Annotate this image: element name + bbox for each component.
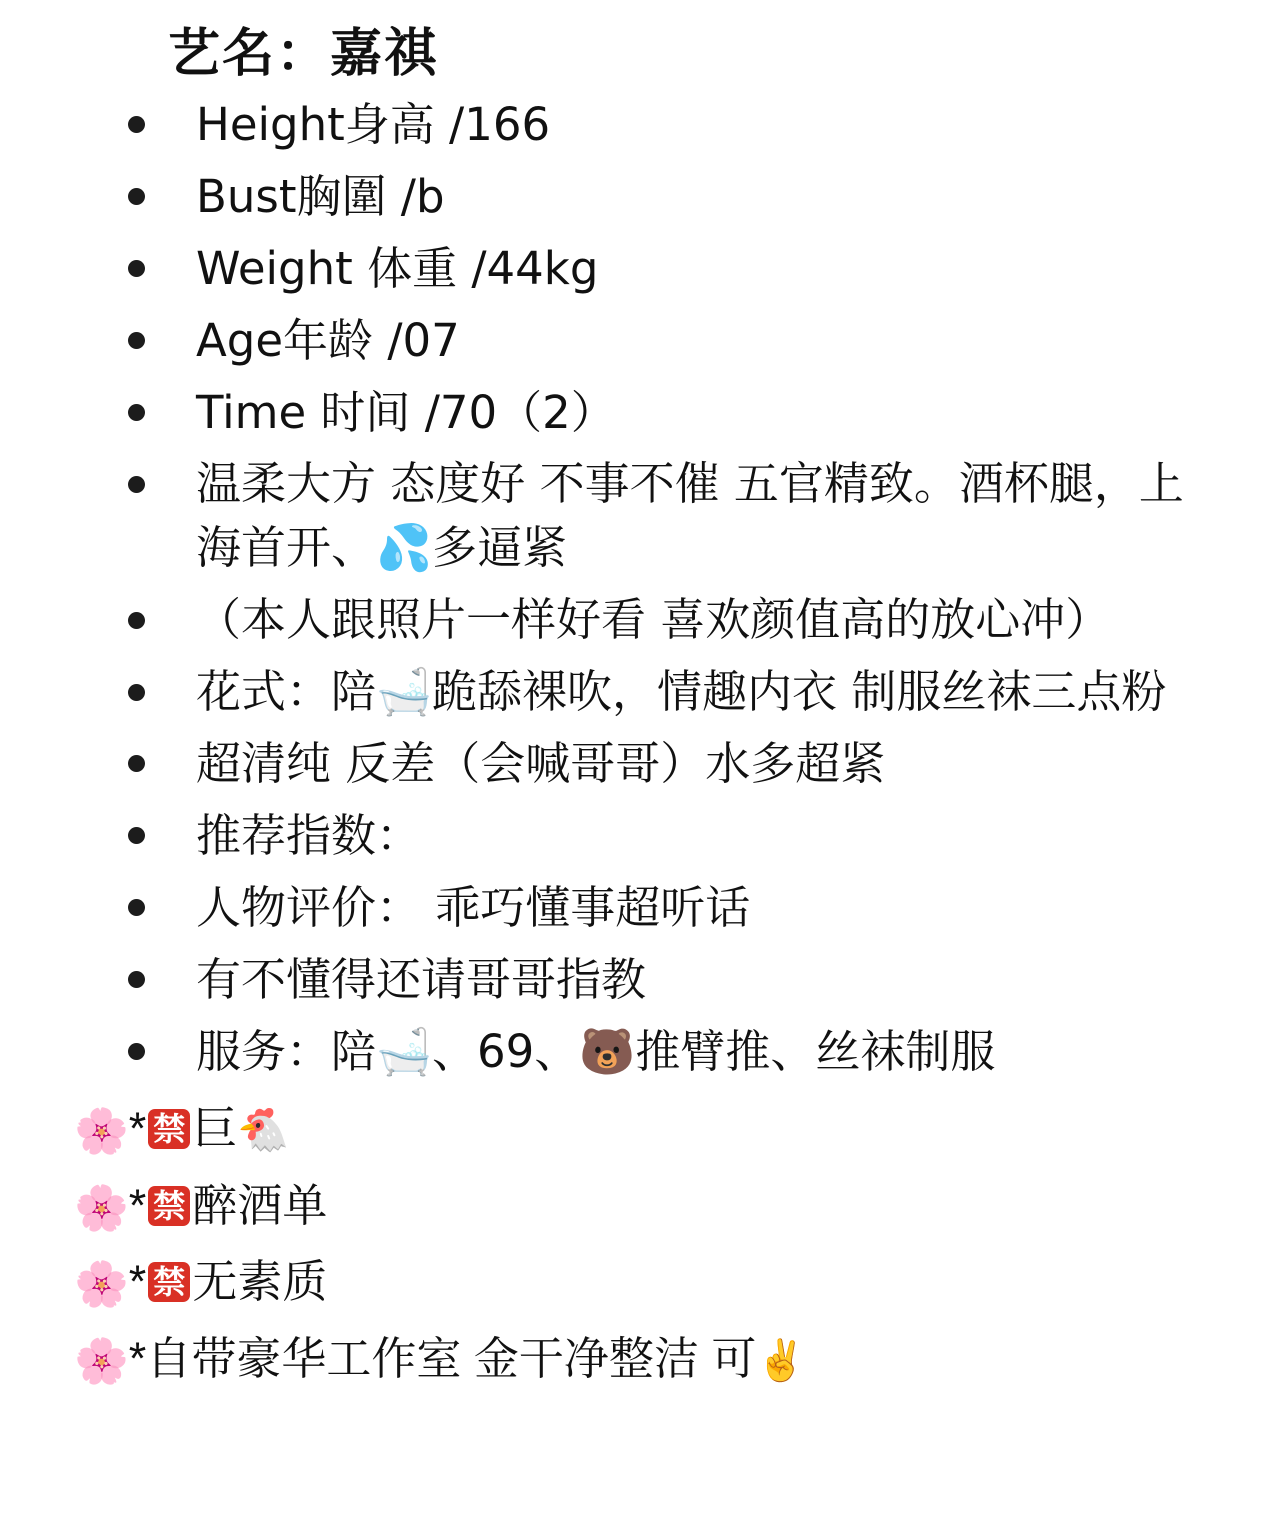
list-item-label: 超清纯 反差（会喊哥哥）水多超紧: [196, 737, 886, 791]
footer-line-ban-rude: [60, 1250, 1224, 1316]
bullet-dot-icon: [128, 476, 145, 493]
bullet-dot-icon: [128, 827, 145, 844]
bullet-dot-icon: [128, 971, 145, 988]
list-item-photo-note: [60, 588, 1224, 652]
bullet-dot-icon: [128, 404, 145, 421]
bullet-dot-icon: [128, 684, 145, 701]
list-item-rating: [60, 804, 1224, 868]
list-item-label: Age年龄 /07: [196, 313, 460, 367]
list-item-label: 服务：陪🛁、69、🐻推臂推、丝袜制服: [196, 1024, 996, 1078]
list-item-height: [60, 93, 1224, 157]
footer-text: 无素质: [192, 1256, 328, 1308]
list-item-time: [60, 381, 1224, 445]
bullet-dot-icon: [128, 332, 145, 349]
list-item-label: 温柔大方 态度好 不事不催 五官精致。酒杯腿，上海首开、💦多逼紧: [196, 457, 1184, 575]
list-item-label: Time 时间 /70（2）: [196, 385, 616, 439]
page-title: 艺名：嘉祺: [168, 25, 439, 83]
list-item-label: Height身高 /166: [196, 98, 551, 151]
footer-text: 醉酒单: [192, 1179, 328, 1231]
list-item-review: [60, 876, 1224, 940]
footer-notes: [60, 1097, 1224, 1393]
cherry-blossom-icon: 🌸: [74, 1182, 129, 1234]
bullet-dot-icon: [128, 612, 145, 629]
list-item-styles: [60, 660, 1224, 724]
prohibition-badge-icon: 禁: [148, 1262, 190, 1302]
list-item-service: [60, 1020, 1224, 1084]
cherry-blossom-icon: 🌸: [74, 1335, 129, 1387]
list-item-label: 推荐指数：: [196, 808, 422, 862]
list-item-description: [60, 452, 1224, 580]
victory-hand-icon: ✌️: [756, 1337, 807, 1384]
footer-text: 巨: [192, 1103, 238, 1155]
list-item-age: [60, 309, 1224, 373]
bullet-dot-icon: [128, 755, 145, 772]
list-item-label: （本人跟照片一样好看 喜欢颜值高的放心冲）: [196, 593, 1111, 647]
footer-prefix: *: [128, 1332, 147, 1384]
footer-line-ban-drunk: [60, 1174, 1224, 1240]
bullet-dot-icon: [128, 116, 145, 133]
list-item-label: Bust胸圍 /b: [196, 169, 445, 223]
list-item-weight: [60, 237, 1224, 301]
list-item-label: 人物评价： 乖巧懂事超听话: [196, 880, 751, 934]
bullet-dot-icon: [128, 188, 145, 205]
list-item-bust: [60, 165, 1224, 229]
prohibition-badge-icon: 禁: [148, 1186, 190, 1226]
footer-line-ban-big: [60, 1097, 1224, 1163]
list-item-label: Weight 体重 /44kg: [196, 241, 599, 295]
list-item-label: 有不懂得还请哥哥指教: [196, 952, 647, 1006]
footer-prefix: *: [128, 1103, 147, 1155]
profile-bullet-list: [60, 93, 1224, 1083]
cherry-blossom-icon: 🌸: [74, 1259, 129, 1311]
list-item-personality: [60, 732, 1224, 796]
list-item-label: 花式：陪🛁跪舔裸吹，情趣内衣 制服丝袜三点粉: [196, 665, 1167, 719]
prohibition-badge-icon: 禁: [148, 1109, 190, 1149]
footer-prefix: *: [128, 1179, 147, 1231]
cherry-blossom-icon: 🌸: [74, 1106, 129, 1158]
bullet-dot-icon: [128, 1043, 145, 1060]
list-item-closing: [60, 948, 1224, 1012]
footer-prefix: *: [128, 1256, 147, 1308]
footer-line-studio: [60, 1327, 1224, 1393]
chicken-icon: 🐔: [237, 1105, 290, 1155]
bullet-dot-icon: [128, 260, 145, 277]
bullet-dot-icon: [128, 899, 145, 916]
footer-text: 自带豪华工作室 金干净整洁 可: [146, 1332, 757, 1384]
